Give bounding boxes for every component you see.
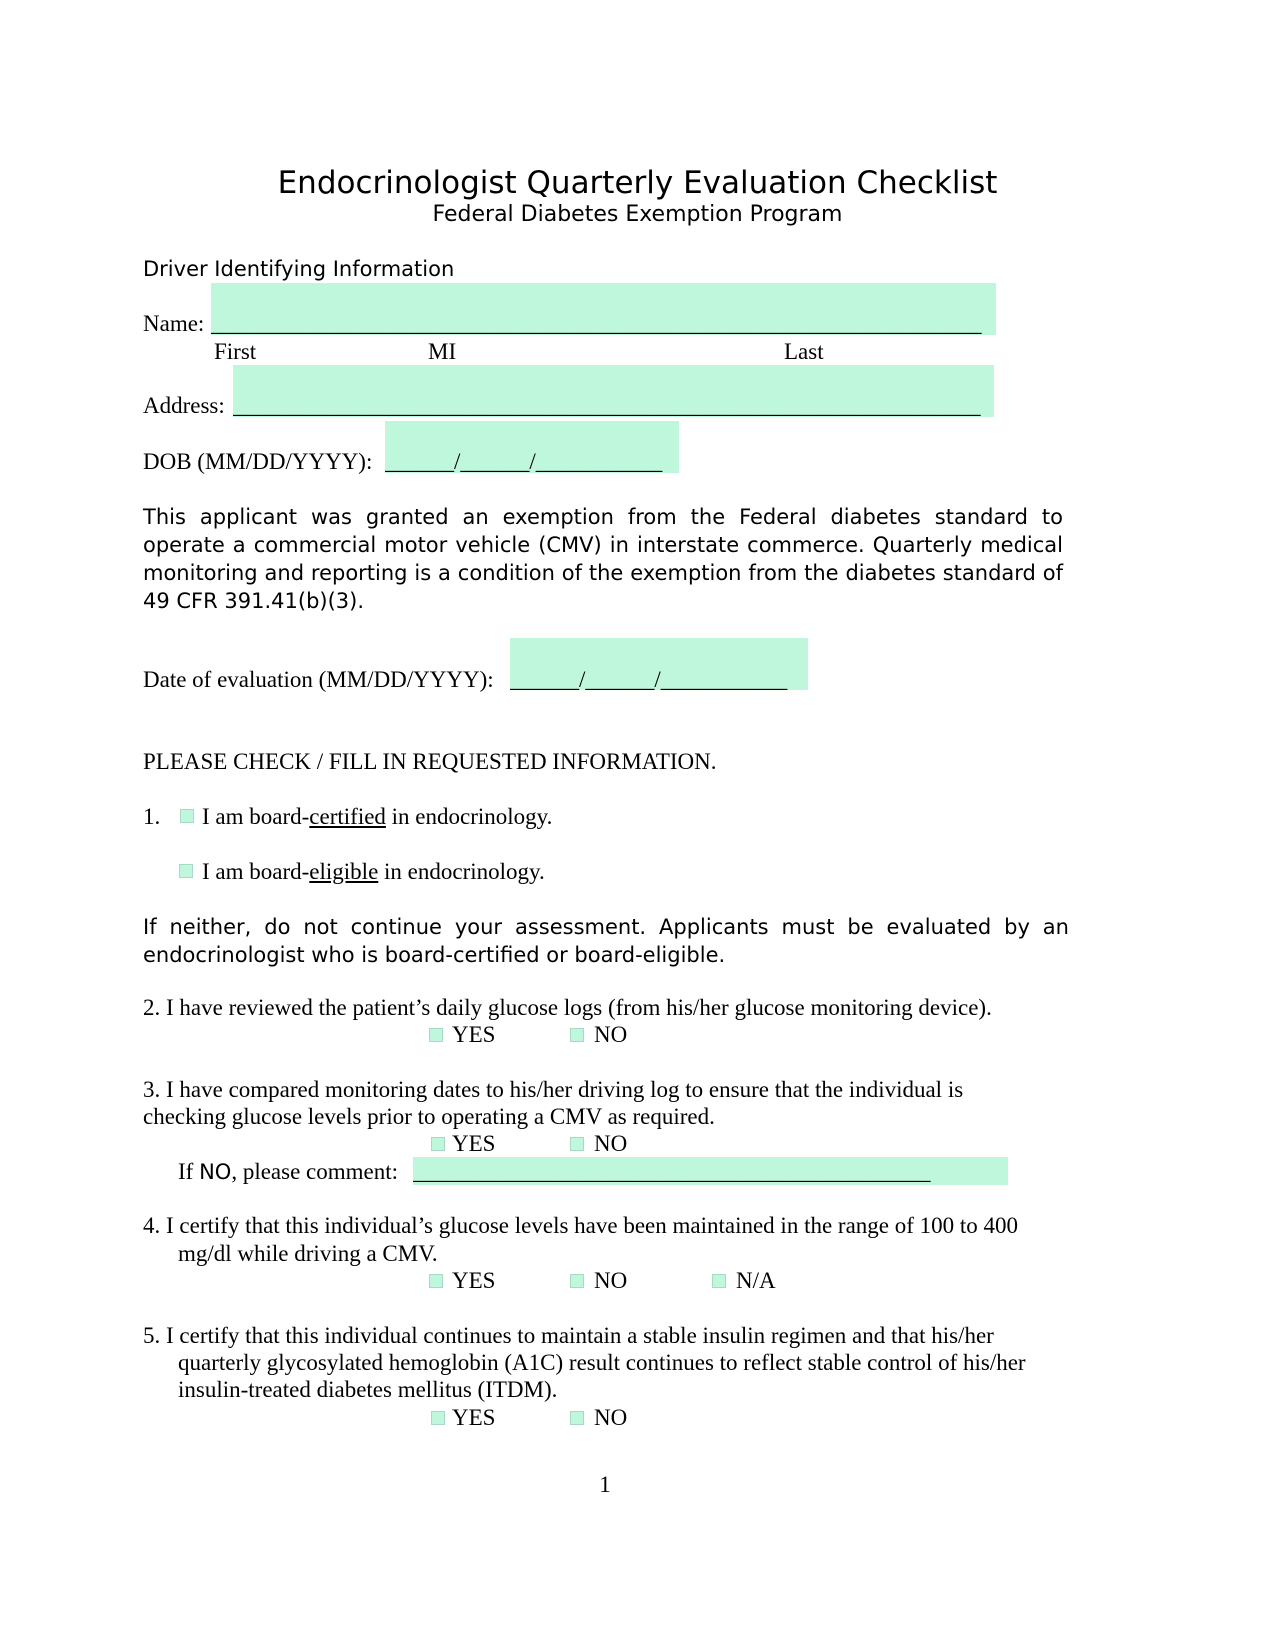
question-5-yes-checkbox[interactable]: [431, 1411, 445, 1425]
question-5-yes-label: YES: [452, 1405, 496, 1430]
question-4-line-2: mg/dl while driving a CMV.: [178, 1241, 438, 1266]
question-4-yes-checkbox[interactable]: [429, 1274, 443, 1288]
question-5-line-1: 5. I certify that this individual continues to maintain a stable insulin regimen and that his/her: [143, 1323, 994, 1348]
exemption-paragraph: This applicant was granted an exemption from the Federal diabetes standard to operate a commercial motor vehicle (CMV) in interstate commerce. Quarterly medical monitoring and reporting is a condition of the exemption from the diabetes standard of 49 CFR 391.41(b)(3).: [143, 505, 1063, 613]
question-3-comment-line: _____________________________________________: [413, 1159, 931, 1184]
page-number: 1: [599, 1472, 611, 1497]
question-3-no-checkbox[interactable]: [570, 1137, 584, 1151]
question-5-line-3: insulin-treated diabetes mellitus (ITDM).: [178, 1377, 558, 1402]
board-eligible-checkbox[interactable]: [179, 864, 193, 878]
evaluation-date-label: Date of evaluation (MM/DD/YYYY):: [143, 667, 494, 692]
evaluation-date-line: ______/______/___________: [510, 667, 788, 692]
instructions-heading: PLEASE CHECK / FILL IN REQUESTED INFORMATION.: [143, 749, 717, 774]
question-2-no-label: NO: [594, 1022, 628, 1047]
last-name-caption: Last: [784, 339, 824, 364]
address-line: _________________________________________________________________: [233, 393, 981, 418]
question-4-line-1: 4. I certify that this individual’s glucose levels have been maintained in the range of 100 to 400: [143, 1213, 1019, 1238]
page-title: Endocrinologist Quarterly Evaluation Checklist: [277, 165, 998, 201]
question-4-no-label: NO: [594, 1268, 628, 1293]
question-5-no-label: NO: [594, 1405, 628, 1430]
question-4-yes-label: YES: [452, 1268, 496, 1293]
first-name-caption: First: [214, 339, 257, 364]
question-3-line-1: 3. I have compared monitoring dates to his/her driving log to ensure that the individual is: [143, 1077, 964, 1102]
address-label: Address:: [143, 393, 225, 418]
question-4-na-label: N/A: [736, 1268, 776, 1293]
dob-line: ______/______/___________: [385, 449, 663, 474]
question-3-line-2: checking glucose levels prior to operating a CMV as required.: [143, 1104, 715, 1129]
middle-initial-caption: MI: [428, 339, 457, 364]
question-3-yes-label: YES: [452, 1131, 496, 1156]
name-label: Name:: [143, 311, 205, 336]
question-2-yes-label: YES: [452, 1022, 496, 1047]
question-2-text: 2. I have reviewed the patient’s daily glucose logs (from his/her glucose monitoring device).: [143, 995, 992, 1020]
question-5-no-checkbox[interactable]: [570, 1411, 584, 1425]
dob-label: DOB (MM/DD/YYYY):: [143, 449, 373, 474]
name-line: ___________________________________________________________________: [211, 311, 982, 336]
question-4-no-checkbox[interactable]: [570, 1274, 584, 1288]
board-certified-checkbox[interactable]: [180, 809, 194, 823]
question-1-number: 1.: [143, 804, 161, 829]
neither-paragraph: If neither, do not continue your assessment. Applicants must be evaluated by an endocrinologist who is board-certified or board-eligible.: [143, 915, 1069, 967]
driver-section-title: Driver Identifying Information: [143, 257, 455, 281]
question-3-yes-checkbox[interactable]: [431, 1137, 445, 1151]
question-3-no-label: NO: [594, 1131, 628, 1156]
page-subtitle: Federal Diabetes Exemption Program: [432, 202, 843, 227]
board-certified-label: I am board-certified in endocrinology.: [202, 804, 553, 829]
question-5-line-2: quarterly glycosylated hemoglobin (A1C) result continues to reflect stable control of his/her: [178, 1350, 1026, 1375]
question-2-no-checkbox[interactable]: [570, 1028, 584, 1042]
question-4-na-checkbox[interactable]: [712, 1274, 726, 1288]
question-3-comment-label: If NO, please comment:: [178, 1159, 399, 1184]
question-2-yes-checkbox[interactable]: [429, 1028, 443, 1042]
board-eligible-label: I am board-eligible in endocrinology.: [202, 859, 545, 884]
